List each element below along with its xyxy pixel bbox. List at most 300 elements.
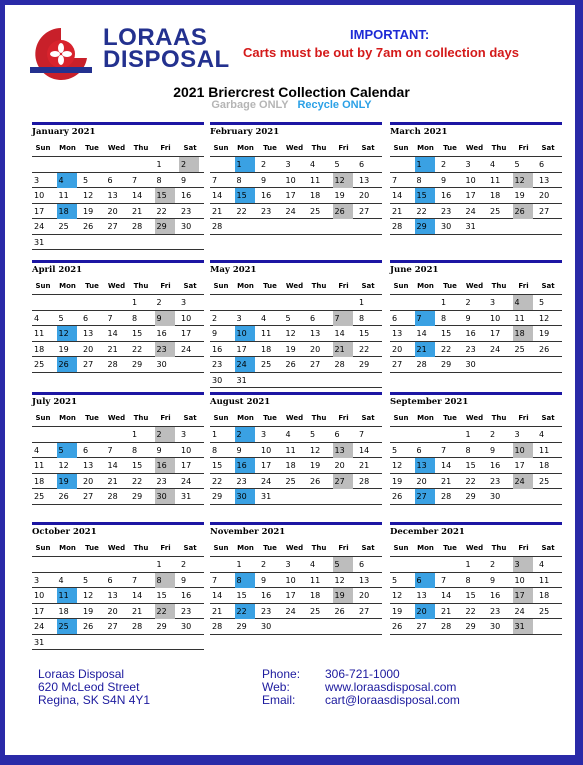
calendar-day: 11: [539, 575, 550, 585]
calendar-day: 26: [310, 476, 321, 486]
weekday-header: Mon: [59, 144, 76, 152]
calendar-day: 15: [359, 329, 370, 338]
garbage-day: 7: [333, 311, 353, 326]
calendar-day: 18: [34, 344, 45, 354]
weekday-header: Mon: [417, 544, 434, 552]
garbage-day: 18: [513, 326, 533, 341]
footer-email-link[interactable]: cart@loraasdisposal.com: [325, 693, 460, 707]
calendar-day: 25: [490, 206, 501, 216]
calendar-day: 15: [465, 591, 476, 600]
calendar-day: 18: [261, 344, 272, 354]
calendar-day: 29: [132, 492, 143, 501]
weekday-header: Thu: [311, 144, 327, 152]
calendar-day: 28: [132, 222, 143, 231]
month-divider: [390, 260, 562, 263]
week-line: [32, 156, 204, 157]
calendar-day: 5: [392, 445, 398, 455]
calendar-day: 2: [261, 560, 267, 569]
weekday-header: Fri: [160, 282, 171, 290]
weekday-header: Fri: [518, 544, 529, 552]
month-name: January 2021: [32, 127, 96, 137]
calendar-day: 24: [285, 606, 296, 616]
recycle-day: 18: [57, 204, 77, 219]
month-july: [32, 392, 204, 520]
logo-text-line2: DISPOSAL: [103, 46, 230, 73]
garbage-day: 23: [155, 342, 175, 357]
calendar-day: 20: [359, 591, 370, 600]
weekday-header: Wed: [285, 544, 304, 552]
calendar-day: 9: [261, 575, 267, 585]
calendar-day: 2: [156, 298, 162, 307]
calendar-day: 9: [181, 575, 187, 585]
calendar-day: 28: [359, 476, 370, 486]
collection-notice: Carts must be out by 7am on collection days: [243, 45, 519, 60]
calendar-day: 12: [334, 575, 345, 585]
calendar-day: 6: [539, 160, 545, 169]
weekday-header: Tue: [263, 282, 277, 290]
calendar-day: 10: [490, 313, 501, 323]
weekday-header: Wed: [465, 414, 484, 422]
month-september: [390, 392, 562, 520]
garbage-day: 12: [513, 173, 533, 188]
footer-phone-label: Phone:: [262, 667, 301, 681]
calendar-day: 8: [441, 313, 447, 323]
calendar-day: 17: [236, 344, 247, 354]
calendar-day: 6: [359, 560, 365, 569]
calendar-day: 21: [212, 206, 223, 216]
month-divider: [390, 522, 562, 525]
calendar-day: 31: [181, 492, 192, 501]
calendar-day: 7: [441, 445, 447, 455]
calendar-day: 13: [107, 191, 118, 200]
calendar-day: 29: [359, 360, 370, 369]
weekday-header: Sat: [361, 544, 375, 552]
calendar-day: 23: [490, 476, 501, 486]
garbage-day: 22: [155, 604, 175, 619]
month-august: [210, 392, 382, 520]
recycle-day: 24: [235, 357, 255, 372]
calendar-day: 7: [132, 575, 138, 585]
calendar-day: 16: [441, 191, 452, 200]
calendar-day: 5: [83, 175, 89, 185]
weekday-header: Tue: [85, 282, 99, 290]
calendar-day: 19: [83, 606, 94, 616]
weekday-header: Thu: [133, 144, 149, 152]
calendar-day: 16: [490, 461, 501, 470]
calendar-day: 30: [156, 360, 167, 369]
weekday-header: Tue: [85, 414, 99, 422]
calendar-day: 9: [465, 313, 471, 323]
calendar-day: 16: [465, 329, 476, 338]
recycle-day: 27: [415, 489, 435, 504]
calendar-day: 4: [310, 160, 316, 169]
calendar-day: 7: [132, 175, 138, 185]
calendar-day: 7: [212, 175, 218, 185]
calendar-day: 9: [181, 175, 187, 185]
recycle-day: 20: [415, 604, 435, 619]
calendar-day: 28: [441, 622, 452, 631]
calendar-day: 16: [181, 191, 192, 200]
calendar-day: 1: [132, 430, 138, 439]
calendar-day: 14: [212, 191, 223, 200]
calendar-day: 30: [490, 622, 501, 631]
calendar-day: 24: [465, 206, 476, 216]
calendar-day: 21: [212, 606, 223, 616]
calendar-day: 19: [58, 344, 69, 354]
calendar-day: 1: [359, 298, 365, 307]
calendar-day: 25: [34, 492, 45, 501]
calendar-day: 3: [181, 430, 187, 439]
calendar-day: 29: [156, 622, 167, 631]
calendar-day: 27: [107, 622, 118, 631]
calendar-day: 4: [539, 560, 545, 569]
weekday-header: Sun: [213, 282, 229, 290]
calendar-day: 3: [285, 160, 291, 169]
calendar-day: 9: [490, 575, 496, 585]
calendar-day: 12: [83, 591, 94, 600]
calendar-day: 19: [310, 461, 321, 470]
month-divider: [32, 122, 204, 125]
calendar-day: 22: [359, 344, 370, 354]
calendar-day: 28: [212, 222, 223, 231]
garbage-day: 19: [333, 588, 353, 603]
footer-company: Loraas Disposal: [38, 667, 125, 681]
calendar-day: 16: [490, 591, 501, 600]
calendar-day: 1: [156, 560, 162, 569]
calendar-day: 29: [212, 492, 223, 501]
month-divider: [210, 260, 382, 263]
weekday-header: Thu: [491, 544, 507, 552]
calendar-day: 17: [490, 329, 501, 338]
calendar-day: 5: [514, 160, 520, 169]
weekday-header: Fri: [160, 414, 171, 422]
weekday-header: Wed: [285, 144, 304, 152]
calendar-day: 15: [132, 461, 143, 470]
calendar-day: 13: [83, 329, 94, 338]
calendar-day: 29: [465, 622, 476, 631]
garbage-day: 9: [155, 311, 175, 326]
calendar-day: 25: [34, 360, 45, 369]
month-divider: [390, 122, 562, 125]
recycle-day: 19: [57, 474, 77, 489]
calendar-day: 21: [392, 206, 403, 216]
calendar-day: 12: [58, 461, 69, 470]
calendar-day: 27: [359, 606, 370, 616]
weekday-header: Sat: [541, 414, 555, 422]
calendar-day: 22: [212, 476, 223, 486]
calendar-day: 25: [310, 206, 321, 216]
footer-email-label: Email:: [262, 693, 296, 707]
recycle-day: 6: [415, 573, 435, 588]
garbage-day: 26: [333, 204, 353, 219]
calendar-day: 23: [236, 476, 247, 486]
calendar-day: 16: [156, 329, 167, 338]
recycle-day: 21: [415, 342, 435, 357]
weekday-header: Sat: [361, 282, 375, 290]
calendar-day: 20: [359, 191, 370, 200]
calendar-day: 1: [465, 430, 471, 439]
calendar-day: 15: [132, 329, 143, 338]
recycle-day: 15: [415, 188, 435, 203]
calendar-day: 21: [359, 461, 370, 470]
weekday-header: Sat: [541, 144, 555, 152]
calendar-day: 14: [107, 329, 118, 338]
calendar-day: 8: [156, 175, 162, 185]
calendar-day: 4: [310, 560, 316, 569]
garbage-day: 29: [155, 219, 175, 234]
weekday-header: Sun: [35, 144, 51, 152]
calendar-day: 11: [34, 461, 45, 470]
weekday-header: Sun: [393, 544, 409, 552]
calendar-day: 21: [132, 606, 143, 616]
calendar-day: 23: [465, 344, 476, 354]
calendar-day: 17: [261, 461, 272, 470]
calendar-day: 28: [392, 222, 403, 231]
weekday-header: Fri: [518, 144, 529, 152]
garbage-day: 26: [513, 204, 533, 219]
calendar-day: 11: [310, 175, 321, 185]
calendar-day: 4: [58, 575, 64, 585]
month-name: August 2021: [210, 397, 271, 407]
calendar-day: 1: [465, 560, 471, 569]
recycle-day: 12: [57, 326, 77, 341]
calendar-day: 26: [285, 360, 296, 369]
calendar-day: 22: [132, 476, 143, 486]
calendar-day: 25: [285, 476, 296, 486]
calendar-day: 23: [156, 476, 167, 486]
calendar-day: 8: [132, 445, 138, 455]
month-divider: [210, 522, 382, 525]
calendar-day: 31: [465, 222, 476, 231]
calendar-day: 30: [465, 360, 476, 369]
calendar-day: 6: [107, 175, 113, 185]
month-divider: [210, 392, 382, 395]
month-divider: [32, 392, 204, 395]
week-line: [32, 249, 204, 250]
weekday-header: Thu: [491, 282, 507, 290]
garbage-day: 16: [155, 458, 175, 473]
calendar-day: 5: [334, 160, 340, 169]
garbage-day: 13: [333, 443, 353, 458]
calendar-day: 10: [181, 445, 192, 455]
calendar-day: 22: [132, 344, 143, 354]
weekday-header: Wed: [285, 282, 304, 290]
calendar-day: 18: [539, 591, 550, 600]
month-december: [390, 522, 562, 650]
calendar-day: 16: [261, 591, 272, 600]
calendar-day: 22: [465, 476, 476, 486]
calendar-day: 26: [392, 622, 403, 631]
calendar-day: 5: [539, 298, 545, 307]
calendar-day: 7: [441, 575, 447, 585]
calendar-day: 30: [441, 222, 452, 231]
calendar-day: 23: [212, 360, 223, 369]
calendar-day: 14: [441, 461, 452, 470]
calendar-day: 19: [83, 206, 94, 216]
calendar-day: 7: [107, 313, 113, 323]
weekday-header: Fri: [338, 282, 349, 290]
weekday-header: Wed: [465, 544, 484, 552]
calendar-day: 23: [261, 206, 272, 216]
legend-recycle: Recycle ONLY: [297, 99, 372, 111]
calendar-day: 6: [359, 160, 365, 169]
calendar-day: 2: [261, 160, 267, 169]
calendar-day: 11: [261, 329, 272, 338]
calendar-day: 24: [34, 222, 45, 231]
weekday-header: Thu: [133, 414, 149, 422]
calendar-day: 22: [465, 606, 476, 616]
footer-street: 620 McLeod Street: [38, 680, 140, 694]
month-january: [32, 122, 204, 250]
week-line: [32, 294, 204, 295]
loraas-logo-icon: [26, 24, 96, 84]
weekday-header: Fri: [338, 144, 349, 152]
garbage-day: 2: [155, 427, 175, 442]
calendar-day: 25: [58, 222, 69, 231]
calendar-day: 26: [539, 344, 550, 354]
calendar-day: 12: [392, 591, 403, 600]
calendar-day: 28: [416, 360, 427, 369]
calendar-day: 17: [34, 606, 45, 616]
calendar-day: 21: [441, 476, 452, 486]
calendar-day: 13: [392, 329, 403, 338]
month-name: October 2021: [32, 527, 97, 537]
calendar-day: 1: [132, 298, 138, 307]
calendar-day: 13: [359, 575, 370, 585]
recycle-day: 13: [415, 458, 435, 473]
calendar-day: 27: [107, 222, 118, 231]
calendar-day: 4: [285, 430, 291, 439]
calendar-day: 13: [359, 175, 370, 185]
calendar-day: 9: [156, 445, 162, 455]
weekday-header: Fri: [518, 282, 529, 290]
garbage-day: 4: [513, 295, 533, 310]
month-october: [32, 522, 204, 650]
calendar-day: 26: [58, 492, 69, 501]
calendar-day: 13: [107, 591, 118, 600]
calendar-day: 15: [156, 591, 167, 600]
calendar-day: 3: [514, 430, 520, 439]
weekday-header: Wed: [465, 144, 484, 152]
calendar-day: 10: [261, 445, 272, 455]
weekday-header: Mon: [417, 144, 434, 152]
calendar-day: 14: [441, 591, 452, 600]
calendar-day: 13: [539, 175, 550, 185]
calendar-day: 12: [285, 329, 296, 338]
weekday-header: Mon: [417, 282, 434, 290]
calendar-day: 11: [539, 445, 550, 455]
garbage-day: 5: [333, 557, 353, 572]
weekday-header: Sat: [183, 144, 197, 152]
month-divider: [390, 392, 562, 395]
calendar-day: 23: [490, 606, 501, 616]
calendar-day: 18: [58, 606, 69, 616]
calendar-day: 2: [465, 298, 471, 307]
calendar-day: 2: [441, 160, 447, 169]
weekday-header: Thu: [311, 544, 327, 552]
calendar-day: 3: [181, 298, 187, 307]
weekday-header: Mon: [59, 544, 76, 552]
weekday-header: Fri: [160, 144, 171, 152]
calendar-day: 29: [465, 492, 476, 501]
weekday-header: Sun: [213, 544, 229, 552]
calendar-day: 5: [83, 575, 89, 585]
calendar-day: 13: [310, 329, 321, 338]
month-name: June 2021: [390, 265, 439, 275]
weekday-header: Wed: [107, 544, 126, 552]
calendar-day: 22: [416, 206, 427, 216]
calendar-day: 17: [181, 329, 192, 338]
calendar-day: 22: [441, 344, 452, 354]
weekday-header: Mon: [59, 282, 76, 290]
calendar-day: 27: [83, 492, 94, 501]
weekday-header: Mon: [417, 414, 434, 422]
calendar-day: 6: [310, 313, 316, 323]
weekday-header: Sat: [361, 414, 375, 422]
calendar-day: 3: [236, 313, 242, 323]
garbage-day: 3: [513, 557, 533, 572]
calendar-day: 10: [34, 191, 45, 200]
calendar-day: 3: [261, 430, 267, 439]
calendar-day: 4: [261, 313, 267, 323]
calendar-day: 26: [392, 492, 403, 501]
calendar-day: 11: [34, 329, 45, 338]
calendar-day: 24: [34, 622, 45, 631]
month-name: May 2021: [210, 265, 257, 275]
calendar-day: 12: [539, 313, 550, 323]
calendar-day: 28: [334, 360, 345, 369]
recycle-day: 15: [235, 188, 255, 203]
calendar-day: 25: [261, 360, 272, 369]
calendar-day: 6: [416, 445, 422, 455]
calendar-day: 28: [107, 492, 118, 501]
weekday-header: Tue: [263, 144, 277, 152]
calendar-day: 13: [83, 461, 94, 470]
calendar-day: 22: [236, 206, 247, 216]
week-line: [32, 556, 204, 557]
calendar-day: 26: [83, 222, 94, 231]
calendar-day: 14: [359, 445, 370, 455]
calendar-day: 28: [107, 360, 118, 369]
calendar-day: 24: [181, 344, 192, 354]
calendar-day: 14: [416, 329, 427, 338]
calendar-day: 8: [465, 445, 471, 455]
weekday-header: Mon: [237, 414, 254, 422]
calendar-day: 26: [83, 622, 94, 631]
calendar-day: 27: [310, 360, 321, 369]
calendar-day: 5: [310, 430, 316, 439]
calendar-day: 21: [441, 606, 452, 616]
calendar-day: 14: [132, 191, 143, 200]
month-divider: [32, 522, 204, 525]
month-may: [210, 260, 382, 388]
calendar-day: 24: [181, 476, 192, 486]
month-name: November 2021: [210, 527, 286, 537]
month-november: [210, 522, 382, 650]
page-title: 2021 Briercrest Collection Calendar: [173, 84, 410, 100]
footer-web-link[interactable]: www.loraasdisposal.com: [325, 680, 457, 694]
footer-city: Regina, SK S4N 4Y1: [38, 693, 151, 707]
calendar-day: 27: [392, 360, 403, 369]
calendar-day: 16: [261, 191, 272, 200]
calendar-day: 25: [514, 344, 525, 354]
weekday-header: Sat: [361, 144, 375, 152]
calendar-day: 24: [490, 344, 501, 354]
weekday-header: Tue: [263, 414, 277, 422]
calendar-day: 23: [261, 606, 272, 616]
calendar-day: 12: [310, 445, 321, 455]
calendar-day: 31: [261, 492, 272, 501]
